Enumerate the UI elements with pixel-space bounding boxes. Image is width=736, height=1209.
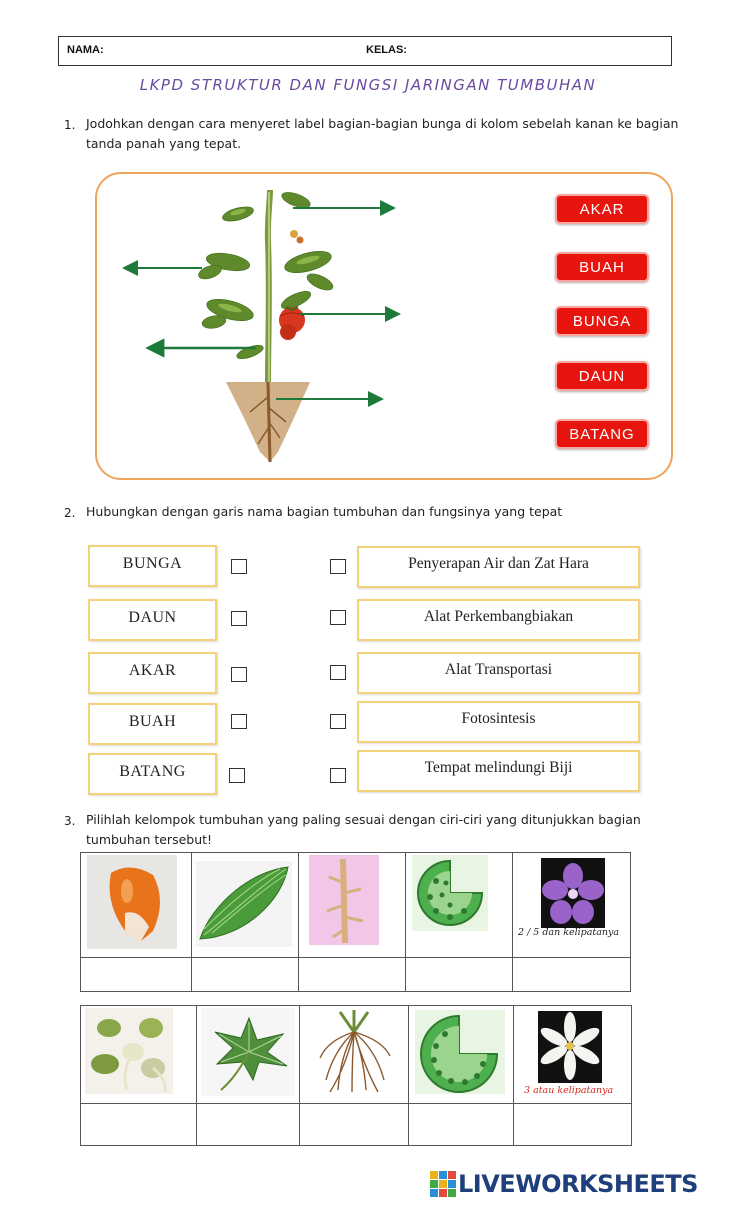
five-petal-flower-image [513,856,630,955]
mung-bean-cell [81,1006,197,1104]
function-box-1: Penyerapan Air dan Zat Hara [357,546,640,588]
function-box-4: Fotosintesis [357,701,640,743]
answer-cell-2-1[interactable] [81,1104,197,1146]
scattered-vascular-stem-image [406,853,512,952]
fibrous-root-image [300,1006,408,1098]
connect-point-right-5[interactable] [330,768,346,783]
ringed-stem-cell [409,1006,514,1104]
answer-cell-1-1[interactable] [81,958,192,992]
q3-text-line1: Pilihlah kelompok tumbuhan yang paling sesuai dengan ciri-ciri yang ditunjukkan bagian [86,812,641,827]
answer-cell-1-5[interactable] [513,958,631,992]
taproot-cell [299,853,406,958]
drag-label-buah[interactable]: BUAH [555,252,649,282]
answer-cell-2-4[interactable] [409,1104,514,1146]
ringed-vascular-stem-image [409,1006,513,1098]
row1-caption: 2 / 5 dan kelipatanya [518,927,620,938]
answer-cell-1-2[interactable] [192,958,299,992]
row2-caption: 3 atau kelipatanya [524,1085,614,1096]
q1-text-line1: Jodohkan dengan cara menyeret label bagian-bagian bunga di kolom sebelah kanan ke bagian [86,116,679,131]
drag-label-bunga[interactable]: BUNGA [555,306,649,336]
name-box-bunga: BUNGA [88,545,217,587]
q1-text-line2: tanda panah yang tepat. [86,136,242,151]
function-box-5: Tempat melindungi Biji [357,750,640,792]
netted-leaf-cell [197,1006,300,1104]
taproot-image [299,853,405,952]
drag-label-batang[interactable]: BATANG [555,419,649,449]
q2-number: 2. [64,506,76,520]
drag-label-daun[interactable]: DAUN [555,361,649,391]
stem-cross-section-cell [406,853,513,958]
answer-cell-1-3[interactable] [299,958,406,992]
q3-table-1 [80,852,631,992]
six-petal-flower-cell [514,1006,632,1104]
connect-point-left-5[interactable] [229,768,245,783]
function-box-2: Alat Perkembangbiakan [357,599,640,641]
corn-kernel-image [81,853,191,952]
q2-text: Hubungkan dengan garis nama bagian tumbuhan dan fungsinya yang tepat [86,504,563,519]
answer-cell-1-4[interactable] [406,958,513,992]
corn-kernel-cell [81,853,192,958]
class-label: KELAS: [366,44,407,56]
worksheet-title: LKPD STRUKTUR DAN FUNGSI JARINGAN TUMBUHAN [139,76,597,94]
q3-number: 3. [64,814,76,828]
five-petal-flower-cell [513,853,631,958]
name-box-batang: BATANG [88,753,217,795]
connect-point-right-3[interactable] [330,665,346,680]
connect-point-left-1[interactable] [231,559,247,574]
netted-vein-leaf-image [197,1006,299,1098]
connect-point-right-4[interactable] [330,714,346,729]
parallel-leaf-cell [192,853,299,958]
q1-number: 1. [64,118,76,132]
fibrous-root-cell [300,1006,409,1104]
name-label: NAMA: [67,44,104,56]
answer-cell-2-5[interactable] [514,1104,632,1146]
answer-cell-2-3[interactable] [300,1104,409,1146]
name-box-akar: AKAR [88,652,217,694]
liveworksheets-logo-icon [430,1171,456,1197]
connect-point-left-2[interactable] [231,611,247,626]
liveworksheets-brand-text: LIVEWORKSHEETS [458,1170,698,1198]
answer-cell-2-2[interactable] [197,1104,300,1146]
connect-point-left-4[interactable] [231,714,247,729]
connect-point-right-2[interactable] [330,610,346,625]
connect-point-left-3[interactable] [231,667,247,682]
drag-label-akar[interactable]: AKAR [555,194,649,224]
parallel-vein-leaf-image [192,853,298,952]
connect-point-right-1[interactable] [330,559,346,574]
function-box-3: Alat Transportasi [357,652,640,694]
mung-bean-sprouts-image [81,1006,196,1098]
q3-text-line2: tumbuhan tersebut! [86,832,213,847]
name-box-daun: DAUN [88,599,217,641]
q3-table-2 [80,1005,632,1146]
name-box-buah: BUAH [88,703,217,745]
